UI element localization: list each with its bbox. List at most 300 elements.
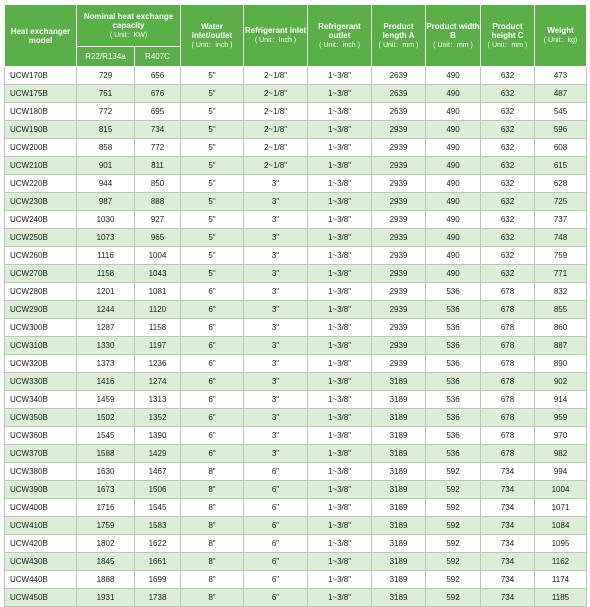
cell-refrigerant-inlet: 3" — [244, 445, 308, 463]
cell-capacity-r407c: 1661 — [135, 553, 181, 571]
cell-length: 2939 — [372, 121, 426, 139]
cell-refrigerant-outlet: 1~3/8" — [308, 211, 372, 229]
cell-width: 536 — [426, 301, 481, 319]
cell-weight: 748 — [535, 229, 587, 247]
table-row — [5, 373, 587, 391]
cell-length: 2639 — [372, 85, 426, 103]
cell-model: UCW210B — [5, 157, 77, 175]
cell-weight: 902 — [535, 373, 587, 391]
cell-water-inlet-outlet: 5" — [181, 247, 244, 265]
cell-weight: 771 — [535, 265, 587, 283]
cell-refrigerant-inlet: 3" — [244, 391, 308, 409]
cell-water-inlet-outlet: 5" — [181, 85, 244, 103]
cell-refrigerant-inlet: 6" — [244, 535, 308, 553]
cell-water-inlet-outlet: 5" — [181, 157, 244, 175]
cell-water-inlet-outlet: 5" — [181, 265, 244, 283]
cell-height: 632 — [481, 121, 535, 139]
cell-weight: 890 — [535, 355, 587, 373]
cell-capacity-r22: 858 — [77, 139, 135, 157]
cell-water-inlet-outlet: 8" — [181, 517, 244, 535]
cell-width: 592 — [426, 481, 481, 499]
cell-water-inlet-outlet: 6" — [181, 319, 244, 337]
cell-height: 734 — [481, 517, 535, 535]
header-length: Product length A ( Unit：mm ) — [372, 5, 426, 67]
cell-height: 678 — [481, 319, 535, 337]
header-r22: R22/R134a — [77, 47, 135, 67]
cell-refrigerant-inlet: 3" — [244, 211, 308, 229]
table-row — [5, 301, 587, 319]
cell-capacity-r407c: 1738 — [135, 589, 181, 607]
table-row — [5, 481, 587, 499]
cell-model: UCW360B — [5, 427, 77, 445]
cell-water-inlet-outlet: 6" — [181, 283, 244, 301]
cell-capacity-r22: 1416 — [77, 373, 135, 391]
cell-capacity-r22: 1716 — [77, 499, 135, 517]
cell-capacity-r407c: 1043 — [135, 265, 181, 283]
cell-capacity-r22: 1502 — [77, 409, 135, 427]
spec-table-container — [4, 4, 587, 607]
cell-refrigerant-inlet: 3" — [244, 175, 308, 193]
cell-capacity-r407c: 888 — [135, 193, 181, 211]
cell-model: UCW230B — [5, 193, 77, 211]
cell-weight: 1185 — [535, 589, 587, 607]
cell-weight: 1004 — [535, 481, 587, 499]
cell-capacity-r407c: 1274 — [135, 373, 181, 391]
cell-refrigerant-inlet: 2~1/8" — [244, 103, 308, 121]
cell-width: 490 — [426, 229, 481, 247]
cell-height: 632 — [481, 229, 535, 247]
cell-width: 536 — [426, 445, 481, 463]
cell-height: 678 — [481, 445, 535, 463]
cell-refrigerant-outlet: 1~3/8" — [308, 427, 372, 445]
cell-model: UCW310B — [5, 337, 77, 355]
cell-height: 632 — [481, 211, 535, 229]
cell-capacity-r407c: 811 — [135, 157, 181, 175]
cell-refrigerant-outlet: 1~3/8" — [308, 517, 372, 535]
cell-capacity-r407c: 1506 — [135, 481, 181, 499]
cell-weight: 970 — [535, 427, 587, 445]
cell-capacity-r22: 1116 — [77, 247, 135, 265]
cell-length: 2939 — [372, 193, 426, 211]
cell-length: 3189 — [372, 463, 426, 481]
cell-width: 536 — [426, 319, 481, 337]
cell-refrigerant-inlet: 3" — [244, 301, 308, 319]
cell-refrigerant-inlet: 6" — [244, 463, 308, 481]
cell-water-inlet-outlet: 5" — [181, 67, 244, 85]
table-row — [5, 409, 587, 427]
cell-water-inlet-outlet: 8" — [181, 463, 244, 481]
cell-refrigerant-outlet: 1~3/8" — [308, 157, 372, 175]
cell-weight: 1174 — [535, 571, 587, 589]
cell-height: 734 — [481, 571, 535, 589]
cell-length: 3189 — [372, 553, 426, 571]
cell-capacity-r22: 751 — [77, 85, 135, 103]
cell-model: UCW420B — [5, 535, 77, 553]
cell-refrigerant-outlet: 1~3/8" — [308, 409, 372, 427]
cell-capacity-r407c: 1313 — [135, 391, 181, 409]
cell-capacity-r22: 815 — [77, 121, 135, 139]
cell-capacity-r407c: 927 — [135, 211, 181, 229]
cell-weight: 596 — [535, 121, 587, 139]
table-row — [5, 337, 587, 355]
cell-refrigerant-inlet: 3" — [244, 427, 308, 445]
cell-length: 2939 — [372, 283, 426, 301]
table-row — [5, 139, 587, 157]
cell-model: UCW350B — [5, 409, 77, 427]
table-row — [5, 157, 587, 175]
cell-capacity-r22: 987 — [77, 193, 135, 211]
cell-water-inlet-outlet: 6" — [181, 391, 244, 409]
cell-weight: 855 — [535, 301, 587, 319]
cell-height: 632 — [481, 85, 535, 103]
cell-water-inlet-outlet: 6" — [181, 445, 244, 463]
header-capacity: Nominal heat exchange capacity ( Unit：KW) — [77, 5, 181, 47]
cell-refrigerant-outlet: 1~3/8" — [308, 265, 372, 283]
cell-water-inlet-outlet: 6" — [181, 355, 244, 373]
cell-refrigerant-outlet: 1~3/8" — [308, 103, 372, 121]
header-water: Water inlet/outlet ( Unit：inch ) — [181, 5, 244, 67]
table-row — [5, 391, 587, 409]
cell-model: UCW380B — [5, 463, 77, 481]
cell-model: UCW240B — [5, 211, 77, 229]
cell-width: 490 — [426, 265, 481, 283]
cell-model: UCW300B — [5, 319, 77, 337]
cell-capacity-r22: 1673 — [77, 481, 135, 499]
cell-width: 490 — [426, 103, 481, 121]
cell-length: 3189 — [372, 373, 426, 391]
cell-height: 632 — [481, 157, 535, 175]
cell-capacity-r407c: 1236 — [135, 355, 181, 373]
cell-capacity-r407c: 1004 — [135, 247, 181, 265]
table-row — [5, 211, 587, 229]
table-row — [5, 517, 587, 535]
cell-width: 592 — [426, 463, 481, 481]
cell-capacity-r407c: 656 — [135, 67, 181, 85]
cell-model: UCW370B — [5, 445, 77, 463]
cell-height: 632 — [481, 175, 535, 193]
cell-weight: 487 — [535, 85, 587, 103]
cell-length: 3189 — [372, 571, 426, 589]
cell-model: UCW320B — [5, 355, 77, 373]
cell-length: 3189 — [372, 409, 426, 427]
cell-model: UCW450B — [5, 589, 77, 607]
cell-water-inlet-outlet: 5" — [181, 211, 244, 229]
table-row — [5, 121, 587, 139]
table-row — [5, 265, 587, 283]
cell-refrigerant-inlet: 6" — [244, 517, 308, 535]
cell-weight: 545 — [535, 103, 587, 121]
cell-width: 592 — [426, 517, 481, 535]
cell-height: 734 — [481, 535, 535, 553]
cell-length: 2939 — [372, 301, 426, 319]
cell-refrigerant-inlet: 2~1/8" — [244, 157, 308, 175]
cell-model: UCW330B — [5, 373, 77, 391]
cell-width: 592 — [426, 499, 481, 517]
cell-refrigerant-inlet: 6" — [244, 589, 308, 607]
cell-height: 678 — [481, 373, 535, 391]
cell-capacity-r22: 1459 — [77, 391, 135, 409]
cell-water-inlet-outlet: 8" — [181, 571, 244, 589]
cell-height: 678 — [481, 409, 535, 427]
header-refrigerant-outlet: Refrigerant outlet ( Unit：inch ) — [308, 5, 372, 67]
cell-length: 3189 — [372, 481, 426, 499]
cell-weight: 832 — [535, 283, 587, 301]
cell-length: 3189 — [372, 391, 426, 409]
cell-capacity-r22: 1845 — [77, 553, 135, 571]
cell-width: 490 — [426, 157, 481, 175]
cell-weight: 959 — [535, 409, 587, 427]
cell-width: 536 — [426, 427, 481, 445]
cell-width: 592 — [426, 553, 481, 571]
cell-height: 678 — [481, 301, 535, 319]
cell-length: 3189 — [372, 517, 426, 535]
cell-refrigerant-outlet: 1~3/8" — [308, 463, 372, 481]
spec-table — [4, 4, 587, 607]
table-row — [5, 319, 587, 337]
cell-capacity-r407c: 1197 — [135, 337, 181, 355]
cell-capacity-r22: 944 — [77, 175, 135, 193]
cell-refrigerant-inlet: 6" — [244, 499, 308, 517]
cell-height: 632 — [481, 67, 535, 85]
cell-refrigerant-outlet: 1~3/8" — [308, 535, 372, 553]
cell-capacity-r407c: 1545 — [135, 499, 181, 517]
cell-water-inlet-outlet: 8" — [181, 499, 244, 517]
cell-water-inlet-outlet: 6" — [181, 337, 244, 355]
cell-refrigerant-outlet: 1~3/8" — [308, 283, 372, 301]
cell-height: 632 — [481, 139, 535, 157]
cell-capacity-r22: 1630 — [77, 463, 135, 481]
cell-refrigerant-inlet: 6" — [244, 571, 308, 589]
cell-refrigerant-outlet: 1~3/8" — [308, 319, 372, 337]
cell-water-inlet-outlet: 5" — [181, 103, 244, 121]
cell-width: 490 — [426, 175, 481, 193]
table-row — [5, 85, 587, 103]
table-row — [5, 67, 587, 85]
cell-capacity-r22: 1244 — [77, 301, 135, 319]
cell-capacity-r22: 1759 — [77, 517, 135, 535]
cell-refrigerant-outlet: 1~3/8" — [308, 193, 372, 211]
cell-refrigerant-outlet: 1~3/8" — [308, 571, 372, 589]
cell-weight: 1095 — [535, 535, 587, 553]
cell-refrigerant-inlet: 3" — [244, 319, 308, 337]
cell-capacity-r22: 1030 — [77, 211, 135, 229]
cell-refrigerant-outlet: 1~3/8" — [308, 139, 372, 157]
cell-refrigerant-inlet: 3" — [244, 265, 308, 283]
cell-water-inlet-outlet: 8" — [181, 481, 244, 499]
cell-height: 632 — [481, 247, 535, 265]
cell-refrigerant-inlet: 2~1/8" — [244, 85, 308, 103]
cell-weight: 887 — [535, 337, 587, 355]
cell-capacity-r22: 901 — [77, 157, 135, 175]
cell-refrigerant-outlet: 1~3/8" — [308, 445, 372, 463]
cell-model: UCW400B — [5, 499, 77, 517]
cell-height: 678 — [481, 283, 535, 301]
cell-capacity-r22: 1287 — [77, 319, 135, 337]
cell-height: 678 — [481, 337, 535, 355]
cell-refrigerant-outlet: 1~3/8" — [308, 553, 372, 571]
cell-weight: 982 — [535, 445, 587, 463]
cell-model: UCW290B — [5, 301, 77, 319]
cell-height: 678 — [481, 391, 535, 409]
cell-refrigerant-outlet: 1~3/8" — [308, 67, 372, 85]
cell-refrigerant-outlet: 1~3/8" — [308, 373, 372, 391]
cell-refrigerant-inlet: 3" — [244, 373, 308, 391]
cell-model: UCW430B — [5, 553, 77, 571]
cell-weight: 759 — [535, 247, 587, 265]
cell-water-inlet-outlet: 5" — [181, 121, 244, 139]
cell-capacity-r407c: 1081 — [135, 283, 181, 301]
cell-weight: 1162 — [535, 553, 587, 571]
cell-water-inlet-outlet: 6" — [181, 409, 244, 427]
cell-refrigerant-outlet: 1~3/8" — [308, 337, 372, 355]
cell-height: 734 — [481, 463, 535, 481]
cell-refrigerant-outlet: 1~3/8" — [308, 85, 372, 103]
cell-water-inlet-outlet: 6" — [181, 373, 244, 391]
cell-height: 734 — [481, 499, 535, 517]
cell-model: UCW170B — [5, 67, 77, 85]
cell-model: UCW260B — [5, 247, 77, 265]
cell-water-inlet-outlet: 5" — [181, 193, 244, 211]
cell-model: UCW190B — [5, 121, 77, 139]
cell-capacity-r407c: 1467 — [135, 463, 181, 481]
cell-refrigerant-outlet: 1~3/8" — [308, 355, 372, 373]
cell-length: 2939 — [372, 337, 426, 355]
cell-water-inlet-outlet: 6" — [181, 301, 244, 319]
cell-weight: 628 — [535, 175, 587, 193]
cell-refrigerant-outlet: 1~3/8" — [308, 589, 372, 607]
cell-water-inlet-outlet: 5" — [181, 175, 244, 193]
cell-model: UCW280B — [5, 283, 77, 301]
cell-width: 490 — [426, 121, 481, 139]
cell-height: 734 — [481, 481, 535, 499]
table-row — [5, 247, 587, 265]
table-row — [5, 283, 587, 301]
cell-capacity-r407c: 1390 — [135, 427, 181, 445]
cell-width: 536 — [426, 355, 481, 373]
table-row — [5, 553, 587, 571]
cell-capacity-r407c: 1352 — [135, 409, 181, 427]
cell-width: 536 — [426, 391, 481, 409]
cell-refrigerant-outlet: 1~3/8" — [308, 121, 372, 139]
cell-weight: 608 — [535, 139, 587, 157]
cell-model: UCW220B — [5, 175, 77, 193]
cell-refrigerant-inlet: 6" — [244, 553, 308, 571]
cell-capacity-r22: 772 — [77, 103, 135, 121]
cell-length: 3189 — [372, 589, 426, 607]
cell-length: 2639 — [372, 103, 426, 121]
table-row — [5, 535, 587, 553]
header-height: Product height C ( Unit：mm ) — [481, 5, 535, 67]
cell-capacity-r22: 1073 — [77, 229, 135, 247]
cell-weight: 914 — [535, 391, 587, 409]
table-row — [5, 445, 587, 463]
cell-weight: 615 — [535, 157, 587, 175]
cell-capacity-r407c: 734 — [135, 121, 181, 139]
table-row — [5, 499, 587, 517]
cell-width: 490 — [426, 193, 481, 211]
cell-refrigerant-outlet: 1~3/8" — [308, 175, 372, 193]
table-row — [5, 229, 587, 247]
cell-capacity-r22: 1802 — [77, 535, 135, 553]
cell-length: 2939 — [372, 265, 426, 283]
cell-model: UCW200B — [5, 139, 77, 157]
cell-length: 2939 — [372, 355, 426, 373]
cell-model: UCW440B — [5, 571, 77, 589]
cell-refrigerant-inlet: 3" — [244, 337, 308, 355]
cell-length: 2939 — [372, 247, 426, 265]
cell-width: 490 — [426, 211, 481, 229]
cell-capacity-r22: 729 — [77, 67, 135, 85]
header-model: Heat exchanger model — [5, 5, 77, 67]
cell-refrigerant-inlet: 3" — [244, 193, 308, 211]
table-row — [5, 355, 587, 373]
cell-refrigerant-outlet: 1~3/8" — [308, 499, 372, 517]
cell-capacity-r407c: 850 — [135, 175, 181, 193]
cell-capacity-r407c: 1120 — [135, 301, 181, 319]
cell-length: 3189 — [372, 499, 426, 517]
table-row — [5, 193, 587, 211]
cell-water-inlet-outlet: 6" — [181, 427, 244, 445]
cell-model: UCW270B — [5, 265, 77, 283]
cell-length: 2639 — [372, 67, 426, 85]
cell-width: 536 — [426, 409, 481, 427]
cell-model: UCW175B — [5, 85, 77, 103]
cell-length: 3189 — [372, 427, 426, 445]
cell-water-inlet-outlet: 8" — [181, 553, 244, 571]
cell-refrigerant-inlet: 2~1/8" — [244, 121, 308, 139]
cell-height: 632 — [481, 265, 535, 283]
table-row — [5, 571, 587, 589]
cell-capacity-r22: 1373 — [77, 355, 135, 373]
cell-width: 490 — [426, 67, 481, 85]
cell-height: 734 — [481, 553, 535, 571]
cell-width: 536 — [426, 283, 481, 301]
cell-model: UCW390B — [5, 481, 77, 499]
cell-width: 490 — [426, 247, 481, 265]
cell-capacity-r407c: 965 — [135, 229, 181, 247]
header-weight: Weight ( Unit：kg) — [535, 5, 587, 67]
cell-weight: 725 — [535, 193, 587, 211]
cell-refrigerant-inlet: 2~1/8" — [244, 139, 308, 157]
table-row — [5, 589, 587, 607]
cell-capacity-r407c: 1622 — [135, 535, 181, 553]
cell-width: 592 — [426, 535, 481, 553]
cell-refrigerant-inlet: 3" — [244, 247, 308, 265]
cell-length: 2939 — [372, 211, 426, 229]
cell-refrigerant-inlet: 3" — [244, 283, 308, 301]
cell-length: 3189 — [372, 445, 426, 463]
cell-height: 632 — [481, 103, 535, 121]
cell-water-inlet-outlet: 8" — [181, 535, 244, 553]
cell-refrigerant-outlet: 1~3/8" — [308, 229, 372, 247]
cell-refrigerant-inlet: 3" — [244, 355, 308, 373]
cell-capacity-r407c: 1158 — [135, 319, 181, 337]
cell-weight: 1071 — [535, 499, 587, 517]
cell-capacity-r407c: 1583 — [135, 517, 181, 535]
cell-width: 490 — [426, 85, 481, 103]
cell-weight: 473 — [535, 67, 587, 85]
cell-width: 592 — [426, 589, 481, 607]
cell-weight: 860 — [535, 319, 587, 337]
cell-capacity-r407c: 676 — [135, 85, 181, 103]
cell-refrigerant-inlet: 3" — [244, 229, 308, 247]
cell-length: 2939 — [372, 139, 426, 157]
cell-capacity-r407c: 1699 — [135, 571, 181, 589]
cell-capacity-r22: 1158 — [77, 265, 135, 283]
cell-water-inlet-outlet: 5" — [181, 229, 244, 247]
cell-height: 678 — [481, 427, 535, 445]
cell-capacity-r22: 1330 — [77, 337, 135, 355]
